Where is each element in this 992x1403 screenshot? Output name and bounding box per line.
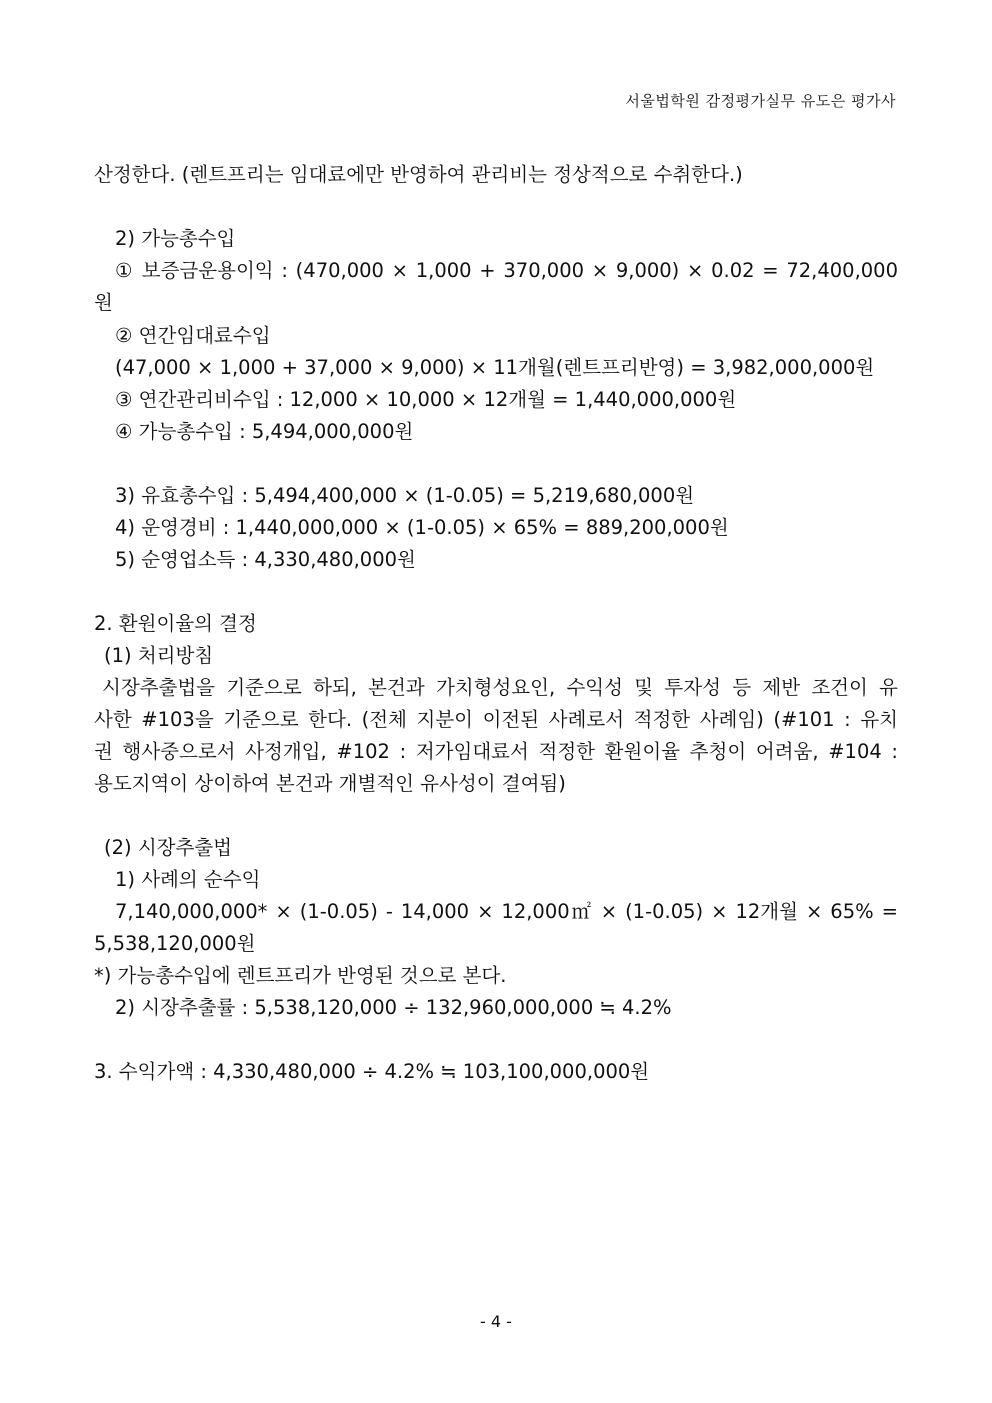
text-line-comparable-net-income-calc: 7,140,000,000* × (1-0.05) - 14,000 × 12,000㎡ × (1-0.05) × 12개월 × 65% =	[115, 900, 898, 923]
heading-potential-gross-income: 2) 가능총수입	[115, 227, 236, 250]
section-heading-income-value: 3. 수익가액 : 4,330,480,000 ÷ 4.2% ≒ 103,100,000,000원	[94, 1060, 650, 1083]
text-line-annual-rent-heading: ② 연간임대료수입	[115, 324, 271, 347]
text-line-annual-rent-calc: (47,000 × 1,000 + 37,000 × 9,000) × 11개월(렌트프리반영) = 3,982,000,000원	[115, 356, 875, 379]
page-number: - 4 -	[480, 1312, 512, 1331]
paragraph-line-2: 사한 #103을 기준으로 한다. (전체 지분이 이전된 사례로서 적정한 사례임) (#101 : 유치	[94, 708, 898, 731]
text-line-operating-expenses: 4) 운영경비 : 1,440,000,000 × (1-0.05) × 65% = 889,200,000원	[115, 516, 729, 539]
footnote-rent-free: *) 가능총수입에 렌트프리가 반영된 것으로 본다.	[94, 964, 507, 987]
text-line-market-extraction-rate: 2) 시장추출률 : 5,538,120,000 ÷ 132,960,000,000 ≒ 4.2%	[115, 996, 672, 1019]
text-line-net-operating-income: 5) 순영업소득 : 4,330,480,000원	[115, 548, 416, 571]
text-line-management-fee-income: ③ 연간관리비수입 : 12,000 × 10,000 × 12개월 = 1,440,000,000원	[115, 388, 737, 411]
document-header: 서울법학원 감정평가실무 유도은 평가사	[625, 92, 896, 110]
text-line-comparable-net-income-result: 5,538,120,000원	[94, 932, 256, 955]
text-line-rent-free-note: 산정한다. (렌트프리는 임대료에만 반영하여 관리비는 정상적으로 수취한다.)	[94, 163, 743, 186]
text-line-effective-gross-income: 3) 유효총수입 : 5,494,400,000 × (1-0.05) = 5,219,680,000원	[115, 484, 695, 507]
subheading-processing-policy: (1) 처리방침	[104, 644, 214, 667]
text-line-comparable-net-income-heading: 1) 사례의 순수익	[115, 868, 261, 891]
paragraph-line-4: 용도지역이 상이하여 본건과 개별적인 유사성이 결여됨)	[94, 772, 566, 795]
text-line-deposit-income-unit: 원	[94, 291, 113, 314]
subheading-market-extraction: (2) 시장추출법	[104, 836, 233, 859]
text-line-potential-gross-income-total: ④ 가능총수입 : 5,494,000,000원	[115, 420, 414, 443]
section-heading-cap-rate: 2. 환원이율의 결정	[94, 612, 257, 635]
paragraph-line-3: 권 행사중으로서 사정개입, #102 : 저가임대료서 적정한 환원이율 추청이 어려움, #104 :	[94, 740, 898, 763]
text-line-deposit-income: ① 보증금운용이익 : (470,000 × 1,000 + 370,000 × 9,000) × 0.02 = 72,400,000	[115, 259, 898, 282]
paragraph-line-1: 시장추출법을 기준으로 하되, 본건과 가치형성요인, 수익성 및 투자성 등 제반 조건이 유	[102, 676, 898, 699]
